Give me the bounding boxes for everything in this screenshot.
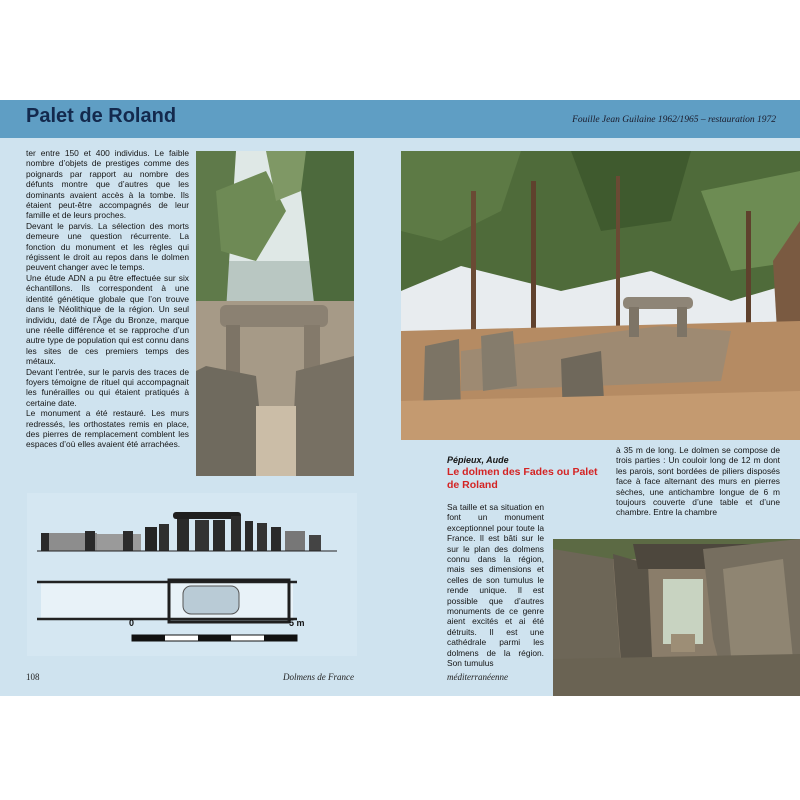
middle-paragraph: Sa taille et sa situation en font un monument exceptionnel pour toute la France. Il est bâti sur le sur le plan des dolmens connu dans la région, mais ses dimensions et celles de son tumulus le rende unique. Il est possible que d’autres monuments de ce genre aient excités et ai été détruits. Il est une cathédrale parmi les dolmens de la région. Son tumulus	[447, 502, 544, 669]
right-text-column	[616, 445, 780, 518]
page-number: 108	[26, 672, 40, 682]
scale-end-label: 5 m	[289, 618, 305, 628]
excavation-credit: Fouille Jean Guilaine 1962/1965 – restauration 1972	[572, 115, 776, 125]
left-paragraph: ter entre 150 et 400 individus. Le faible nombre d’objets de prestiges comme des poignards par rapport au nombre des défunts montre que d’autres que les dominants avaient accès à la tombe. Ils étaient peut-être accompagnés de leur famille et de leurs proches.	[26, 148, 189, 221]
section-footer: méditerranéenne	[447, 672, 508, 682]
scale-start-label: 0	[129, 618, 135, 628]
left-paragraph: Devant le parvis. La sélection des morts demeure une question récurrente. La fonction du monument et les règles qui régissent le droit au repos dans le dolmen peuvent changer avec le temps.	[26, 220, 189, 273]
header-banner	[0, 100, 800, 138]
page-title: Palet de Roland	[26, 105, 177, 127]
dolmen-elevation-plan	[27, 493, 357, 656]
right-paragraph: à 35 m de long. Le dolmen se compose de trois parties : Un couloir long de 12 m dont les parois, sont bordées de piliers disposés face à face alternant des murs en pierres sèches, une antichambre longue de 6 m toujours couverte d’une table et d’une chambre. Entre la chambre	[616, 445, 780, 518]
caption-title: Le dolmen des Fades ou Palet de Roland	[447, 466, 598, 491]
middle-text-column	[447, 502, 544, 669]
dolmen-photo-wide	[401, 151, 800, 440]
left-text-column	[26, 148, 189, 450]
book-title-footer: Dolmens de France	[283, 672, 354, 682]
caption-place: Pépieux, Aude	[447, 455, 509, 465]
left-paragraph: Le monument a été restauré. Les murs redressés, les orthostates remis en place, des pierres de remplacement comblent les espaces d’où elles avaient été arrachées.	[26, 408, 189, 450]
left-paragraph: Une étude ADN a pu être effectuée sur six échantillons. Ils correspondent à une identité génétique globale que l’on trouve dans le Néolithique de la région. Un seul individu, daté de l’Âge du Bronze, marque une réelle différence et se rapproche d’un autre type de population qui est connu dans les sites de ces premiers temps des métaux.	[26, 272, 189, 367]
book-spread	[0, 100, 800, 696]
dolmen-photo-vertical	[196, 151, 354, 476]
dolmen-photo-interior	[553, 539, 800, 696]
left-paragraph: Devant l’entrée, sur le parvis des traces de foyers témoigne de rituel qui accompagnait les funérailles ou qui étaient pratiqués à certaine date.	[26, 366, 189, 408]
